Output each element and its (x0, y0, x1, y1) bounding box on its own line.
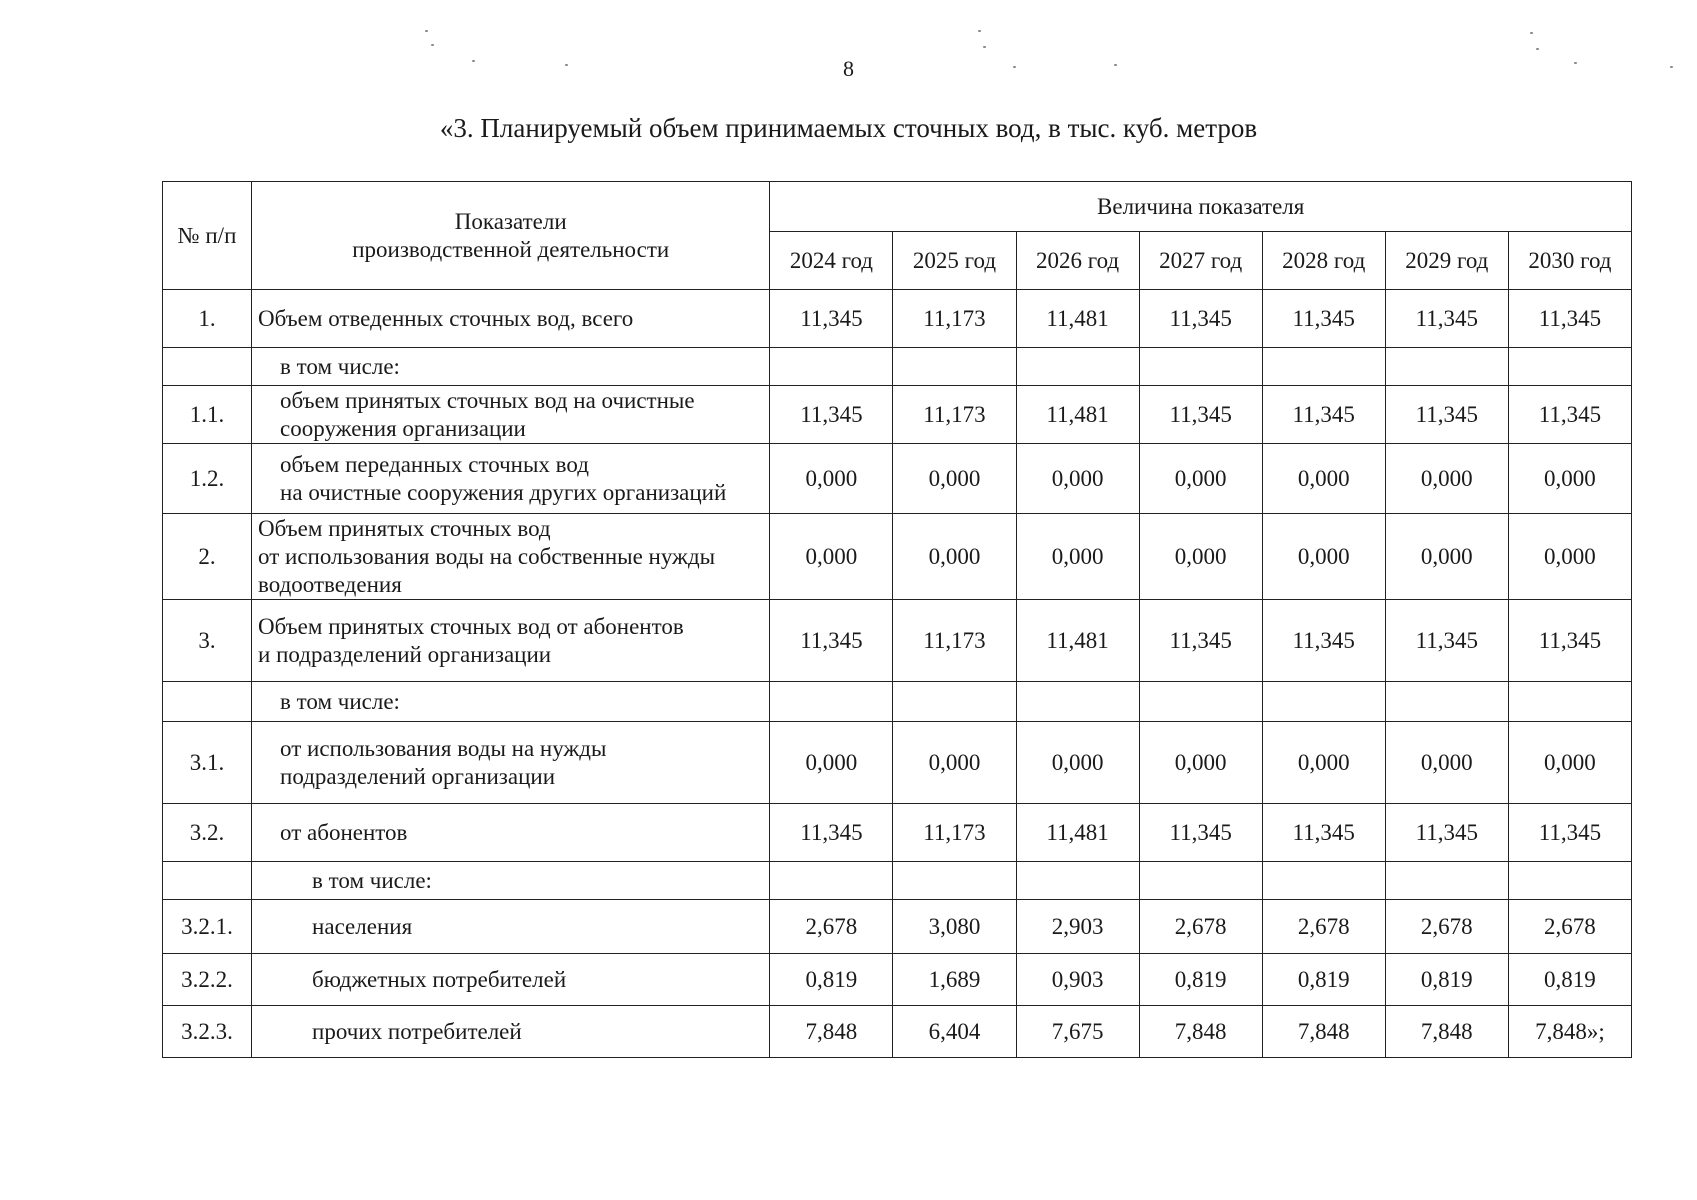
row-number: 2. (163, 514, 252, 600)
scan-speck (1670, 66, 1673, 68)
header-year: 2028 год (1262, 232, 1385, 290)
value-cell: 0,000 (893, 514, 1016, 600)
value-cell: 1,689 (893, 954, 1016, 1006)
value-cell (1385, 682, 1508, 722)
row-number: 3.1. (163, 722, 252, 804)
table-row (163, 600, 1632, 682)
row-indicator (252, 1006, 770, 1058)
scan-speck (1114, 64, 1117, 66)
value-cell: 2,678 (1139, 900, 1262, 954)
row-number: 3.2.3. (163, 1006, 252, 1058)
value-cell: 2,678 (1262, 900, 1385, 954)
value-cell: 11,173 (893, 600, 1016, 682)
value-cell (893, 862, 1016, 900)
value-cell: 2,903 (1016, 900, 1139, 954)
row-indicator (252, 682, 770, 722)
indicator-line: в том числе: (312, 867, 432, 893)
value-cell: 11,173 (893, 804, 1016, 862)
header-indicator-line1: Показатели (454, 208, 567, 234)
value-cell: 11,345 (1139, 600, 1262, 682)
row-indicator (252, 900, 770, 954)
value-cell (1262, 862, 1385, 900)
value-cell (893, 348, 1016, 386)
indicator-line: в том числе: (280, 688, 400, 714)
value-cell (770, 348, 893, 386)
row-indicator (252, 804, 770, 862)
value-cell (1508, 862, 1631, 900)
value-cell: 0,000 (893, 722, 1016, 804)
value-cell: 11,481 (1016, 386, 1139, 444)
value-cell: 11,345 (1139, 290, 1262, 348)
header-indicator (252, 182, 770, 290)
table-row (163, 514, 1632, 600)
value-cell: 7,848 (1262, 1006, 1385, 1058)
value-cell (1385, 862, 1508, 900)
value-cell (1016, 862, 1139, 900)
value-cell: 11,481 (1016, 600, 1139, 682)
row-indicator (252, 386, 770, 444)
indicator-line: объем переданных сточных вод (280, 451, 589, 477)
value-cell: 11,345 (1385, 600, 1508, 682)
value-cell: 0,000 (1262, 722, 1385, 804)
value-cell: 0,000 (1385, 514, 1508, 600)
indicator-line: и подразделений организации (258, 641, 552, 667)
header-year: 2025 год (893, 232, 1016, 290)
value-cell: 0,000 (1385, 444, 1508, 514)
value-cell: 11,345 (770, 600, 893, 682)
row-number (163, 862, 252, 900)
value-cell (1508, 682, 1631, 722)
value-cell: 11,345 (1262, 386, 1385, 444)
value-cell: 0,000 (1262, 514, 1385, 600)
row-number (163, 348, 252, 386)
indicator-line: Объем принятых сточных вод от абонентов (258, 613, 684, 639)
value-cell: 11,345 (770, 386, 893, 444)
value-cell: 6,404 (893, 1006, 1016, 1058)
value-cell: 11,345 (1508, 600, 1631, 682)
row-indicator (252, 444, 770, 514)
value-cell (1262, 348, 1385, 386)
indicator-line: на очистные сооружения других организаций (280, 479, 727, 505)
scan-speck (1574, 62, 1577, 64)
indicator-line: Объем отведенных сточных вод, всего (258, 305, 634, 331)
value-cell: 11,345 (770, 804, 893, 862)
table-row (163, 682, 1632, 722)
row-indicator (252, 600, 770, 682)
scan-speck (1530, 32, 1533, 34)
indicator-line: от абонентов (280, 819, 408, 845)
value-cell: 7,848 (1139, 1006, 1262, 1058)
value-cell: 7,848»; (1508, 1006, 1631, 1058)
value-cell (1262, 682, 1385, 722)
value-cell: 7,675 (1016, 1006, 1139, 1058)
value-cell: 0,819 (1262, 954, 1385, 1006)
value-cell (893, 682, 1016, 722)
indicator-line: населения (312, 913, 413, 939)
value-cell: 0,000 (1139, 514, 1262, 600)
row-indicator (252, 954, 770, 1006)
row-number: 1. (163, 290, 252, 348)
value-cell: 11,345 (1262, 600, 1385, 682)
value-cell: 7,848 (770, 1006, 893, 1058)
scan-speck (978, 30, 981, 32)
value-cell: 11,345 (1508, 290, 1631, 348)
header-value-group: Величина показателя (770, 182, 1632, 232)
header-year: 2027 год (1139, 232, 1262, 290)
value-cell (1016, 348, 1139, 386)
table-row (163, 1006, 1632, 1058)
row-number: 1.1. (163, 386, 252, 444)
value-cell: 0,000 (1139, 722, 1262, 804)
value-cell: 0,000 (1508, 514, 1631, 600)
row-number: 3. (163, 600, 252, 682)
table-body (163, 290, 1632, 1058)
header-num: № п/п (163, 182, 252, 290)
table-row (163, 290, 1632, 348)
value-cell: 11,345 (1385, 290, 1508, 348)
row-indicator (252, 514, 770, 600)
header-indicator-line2: производственной деятельности (352, 236, 670, 262)
value-cell: 2,678 (770, 900, 893, 954)
row-number: 3.2.2. (163, 954, 252, 1006)
value-cell: 0,000 (1016, 444, 1139, 514)
row-number (163, 682, 252, 722)
value-cell: 11,345 (1262, 804, 1385, 862)
table-row (163, 386, 1632, 444)
value-cell: 11,345 (1385, 804, 1508, 862)
value-cell: 0,819 (1139, 954, 1262, 1006)
indicator-line: объем принятых сточных вод на очистные (280, 387, 695, 413)
row-indicator (252, 290, 770, 348)
scan-speck (425, 30, 428, 32)
scan-speck (983, 46, 986, 48)
value-cell (770, 682, 893, 722)
indicator-line: Объем принятых сточных вод (258, 515, 551, 541)
document-title: «3. Планируемый объем принимаемых сточных вод, в тыс. куб. метров (439, 113, 1258, 143)
value-cell: 0,903 (1016, 954, 1139, 1006)
wastewater-volume-table (162, 181, 1632, 1058)
table-header (163, 182, 1632, 290)
value-cell (1139, 682, 1262, 722)
value-cell (1139, 862, 1262, 900)
table-row (163, 804, 1632, 862)
scan-speck (431, 44, 434, 46)
value-cell (1508, 348, 1631, 386)
value-cell: 0,819 (1508, 954, 1631, 1006)
header-year: 2024 год (770, 232, 893, 290)
value-cell: 11,345 (1139, 804, 1262, 862)
scan-speck (472, 60, 475, 62)
table-row (163, 862, 1632, 900)
header-year: 2030 год (1508, 232, 1631, 290)
indicator-line: водоотведения (258, 571, 402, 597)
value-cell (1016, 682, 1139, 722)
table-row (163, 722, 1632, 804)
value-cell: 2,678 (1385, 900, 1508, 954)
indicator-line: бюджетных потребителей (312, 966, 567, 992)
value-cell: 11,173 (893, 386, 1016, 444)
value-cell: 2,678 (1508, 900, 1631, 954)
header-year: 2029 год (1385, 232, 1508, 290)
scan-speck (1536, 48, 1539, 50)
row-number: 1.2. (163, 444, 252, 514)
value-cell: 0,000 (1508, 722, 1631, 804)
row-number: 3.2. (163, 804, 252, 862)
value-cell: 11,345 (1139, 386, 1262, 444)
table-row (163, 348, 1632, 386)
indicator-line: сооружения организации (280, 415, 526, 441)
value-cell: 3,080 (893, 900, 1016, 954)
value-cell: 0,000 (1016, 722, 1139, 804)
value-cell: 0,000 (1016, 514, 1139, 600)
indicator-line: прочих потребителей (312, 1018, 522, 1044)
value-cell: 11,345 (1262, 290, 1385, 348)
value-cell (770, 862, 893, 900)
indicator-line: от использования воды на собственные нужды (258, 543, 716, 569)
value-cell: 0,000 (770, 514, 893, 600)
row-indicator (252, 722, 770, 804)
row-indicator (252, 348, 770, 386)
table-row (163, 954, 1632, 1006)
row-indicator (252, 862, 770, 900)
value-cell: 0,000 (1139, 444, 1262, 514)
row-number: 3.2.1. (163, 900, 252, 954)
value-cell: 0,819 (1385, 954, 1508, 1006)
value-cell: 11,345 (1508, 804, 1631, 862)
value-cell: 7,848 (1385, 1006, 1508, 1058)
table-row (163, 444, 1632, 514)
value-cell (1385, 348, 1508, 386)
table-row (163, 900, 1632, 954)
value-cell (1139, 348, 1262, 386)
value-cell: 11,345 (1508, 386, 1631, 444)
indicator-line: в том числе: (280, 353, 400, 379)
value-cell: 0,000 (1385, 722, 1508, 804)
scan-speck (1013, 66, 1016, 68)
page-number: 8 (843, 56, 854, 81)
value-cell: 0,000 (1508, 444, 1631, 514)
value-cell: 11,481 (1016, 804, 1139, 862)
indicator-line: от использования воды на нужды (280, 735, 607, 761)
header-year: 2026 год (1016, 232, 1139, 290)
value-cell: 0,000 (770, 722, 893, 804)
indicator-line: подразделений организации (280, 763, 556, 789)
value-cell: 11,345 (1385, 386, 1508, 444)
value-cell: 11,481 (1016, 290, 1139, 348)
value-cell: 0,000 (893, 444, 1016, 514)
value-cell: 0,000 (1262, 444, 1385, 514)
value-cell: 0,819 (770, 954, 893, 1006)
value-cell: 11,173 (893, 290, 1016, 348)
value-cell: 0,000 (770, 444, 893, 514)
value-cell: 11,345 (770, 290, 893, 348)
scan-speck (565, 64, 568, 66)
